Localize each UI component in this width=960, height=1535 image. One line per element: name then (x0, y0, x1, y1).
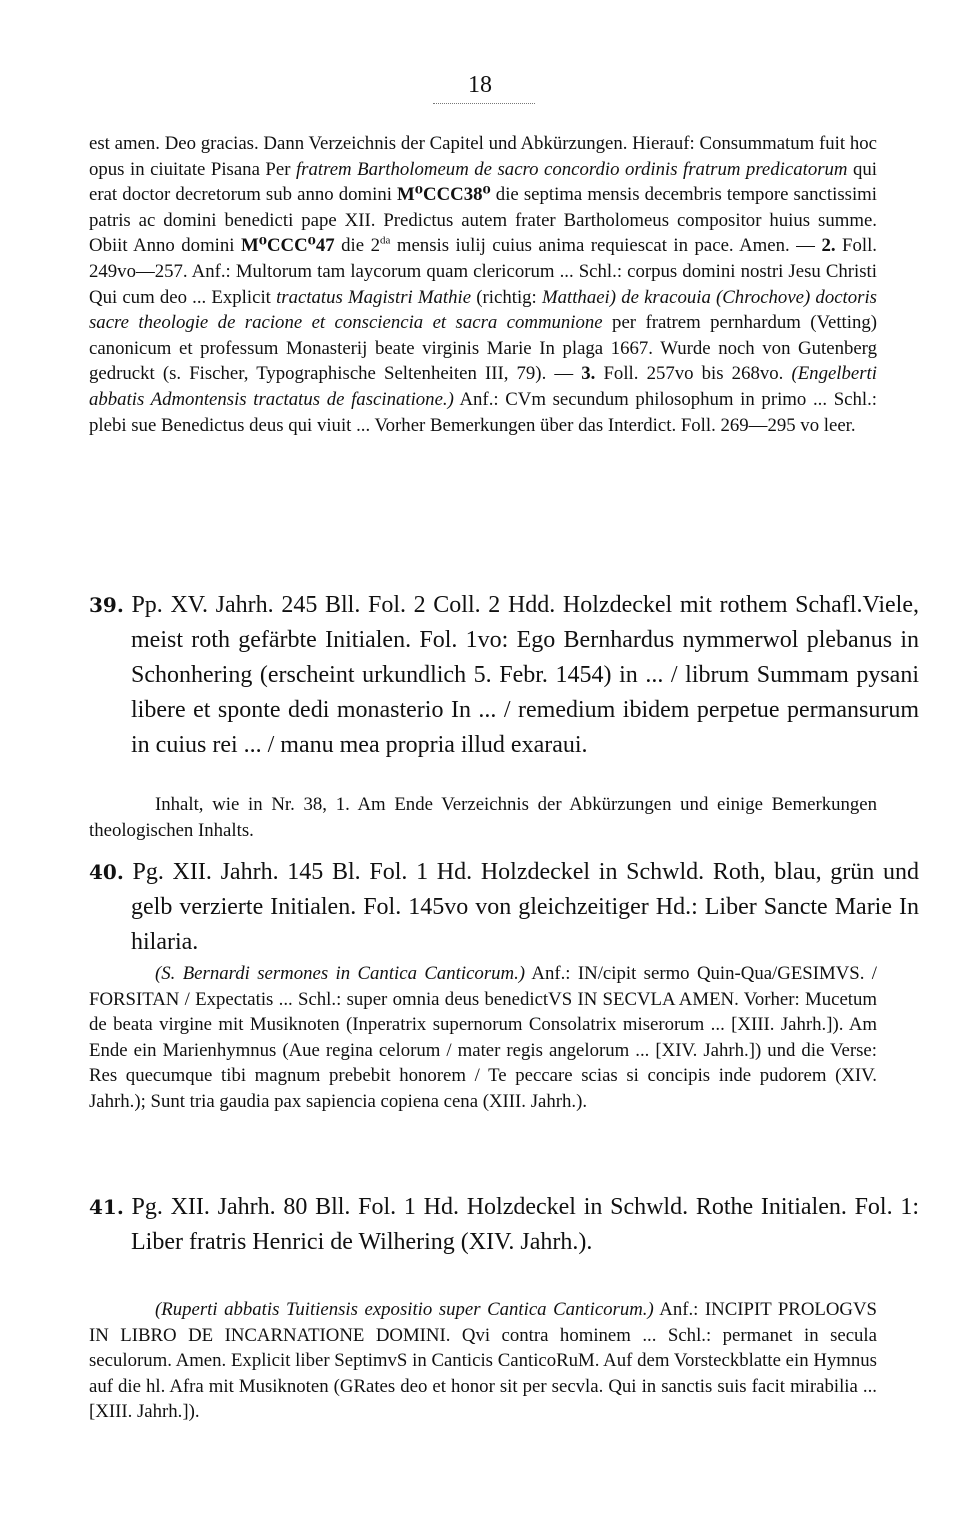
entry-description: Pg. XII. Jahrh. 145 Bl. Fol. 1 Hd. Holzdeckel in Schwld. Roth, blau, grün und gelb verzierte Initialen. Fol. 145vo von gleichzeitiger Hd.: Liber Sancte Marie In hilaria. (123, 859, 919, 955)
bold-date: M⁰CCC38⁰ (397, 184, 491, 206)
entry-number: 40. (89, 860, 124, 884)
entry-40-heading (89, 855, 919, 960)
bold-date: M⁰CCC⁰47 (241, 235, 335, 257)
entry-41-heading (89, 1190, 919, 1260)
superscript: da (379, 235, 391, 248)
header-rule (433, 103, 535, 104)
text: (richtig: (471, 286, 542, 308)
entry-description: Pp. XV. Jahrh. 245 Bll. Fol. 2 Coll. 2 Hdd. Holzdeckel mit rothem Schafl.Viele, meist roth gefärbte Initialen. Fol. 1vo: Ego Bernhardus nymmerwol plebanus in Schonhering (erscheint urkundlich 5. Febr. 1454) in ... / librum Summam pysani libere et sponte dedi monasterio In ... / remedium ibidem perpetue permansurum in cuius rei ... / manu mea propria illud exaraui. (123, 592, 919, 758)
text: die septima mensis decembris tempore sanctissimi patris ac domini benedicti pape XII. Predictus autem frater Bartholomeus compositor huius summe. Obiit Anno domini (89, 184, 877, 257)
entry-41-body (89, 1297, 877, 1425)
text: mensis iulij cuius anima requiescat in pace. Amen. — (390, 235, 822, 257)
text: Foll. 249vo—257. Anf.: Multorum tam laycorum quam clericorum ... Schl.: corpus domini nostri Jesu Christi Qui cum deo ... Explicit (89, 235, 877, 308)
italic-text: (Engelberti abbatis Admontensis tractatus de fascinatione.) (89, 363, 877, 410)
text: est amen. Deo gracias. Dann Verzeichnis der Capitel und Abkürzungen. Hierauf: Consummatum fuit hoc opus in ciuitate Pisana Per (89, 133, 877, 180)
item-number: 2. (821, 235, 836, 257)
entry-40-body (89, 961, 877, 1115)
entry-number: 39. (89, 593, 124, 617)
text: Anf.: CVm secundum philosophum in primo ... Schl.: plebi sue Benedictus deus qui viuit ... Vorher Bemerkungen über das Interdict. Foll. 269—295 vo leer. (89, 388, 878, 436)
text: Anf.: INCIPIT PROLOGVS IN LIBRO DE INCARNATIONE DOMINI. Qvi contra hominem ... Schl.: permanet in secula seculorum. Amen. Explicit liber SeptimvS in Canticis CanticoRuM. Auf dem Vorsteckblatte ein Hymnus auf die hl. Afra mit Musiknoten (GRates deo et honor sit per secvla. Qui in sanctis suis facit mirabilia ... [XIII. Jahrh.]). (89, 1299, 877, 1423)
entry-39-body: Inhalt, wie in Nr. 38, 1. Am Ende Verzeichnis der Abkürzungen und einige Bemerkungen theologischen Inhalts. (89, 794, 877, 841)
entry-39-heading (89, 588, 919, 763)
page-number: 18 (468, 72, 492, 98)
text: die 2 (334, 235, 380, 257)
text: per fratrem pernhardum (Vetting) canonicum et professum Monasterij beate virginis Marie In plaga 1667. Wurde noch von Gutenberg gedruckt (s. Fischer, Typographische Seltenheiten III, 79). — (89, 312, 878, 385)
text: Foll. 257vo bis 268vo. (595, 363, 792, 385)
italic-title: (Ruperti abbatis Tuitiensis expositio super Cantica Canticorum.) (155, 1299, 654, 1320)
text: Anf.: IN/cipit sermo Quin-Qua/GESIMVS. / FORSITAN / Expectatis ... Schl.: super omnia deus benedictVS IN SECVLA AMEN. Vorher: Mucetum de beata virgine mit Musiknoten (Inperatrix supernorum Consolatrix miserorum ... [XIII. Jahrh.]). Am Ende ein Marienhymnus (Aue regina celorum / mater regis angelorum ... [XIV. Jahrh.]) und die Verse: Res quecumque tibi magnum prebebit honorem / Te peccare scias si concipis inde pudorem (XIV. Jahrh.); Sunt tria gaudia pax sapiencia copiena cena (XIII. Jahrh.). (89, 963, 877, 1112)
text: qui erat doctor decretorum sub anno domini (89, 158, 877, 206)
italic-title: (S. Bernardi sermones in Cantica Canticorum.) (155, 963, 526, 984)
italic-text: fratrem Bartholomeum de sacro concordio ordinis fratrum predicatorum (295, 158, 848, 180)
entry-38-continuation (89, 131, 877, 438)
entry-number: 41. (89, 1195, 124, 1219)
italic-text: tractatus Magistri Mathie (276, 286, 472, 308)
italic-text: Matthaei) de kracouia (Chrochove) doctoris sacre theologie de racione et consciencia et sacra communione (89, 286, 877, 334)
entry-description: Pg. XII. Jahrh. 80 Bll. Fol. 1 Hd. Holzdeckel in Schwld. Rothe Initialen. Fol. 1: Liber fratris Henrici de Wilhering (XIV. Jahrh.). (123, 1194, 919, 1255)
item-number: 3. (581, 363, 596, 385)
